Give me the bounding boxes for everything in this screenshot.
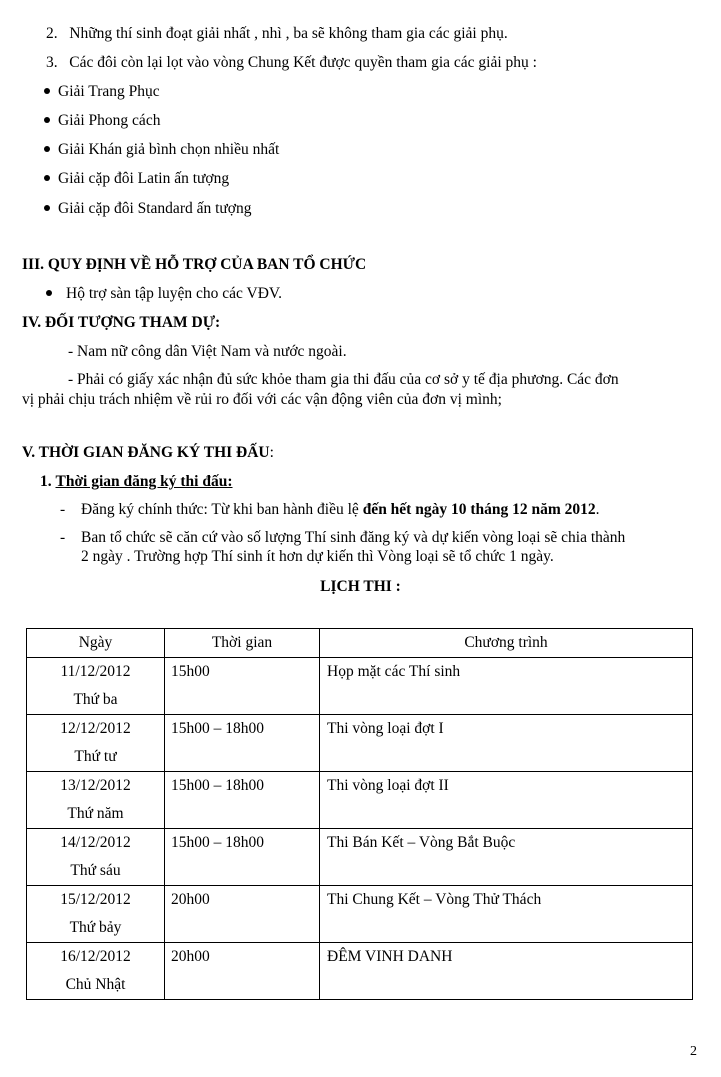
list-text: Những thí sinh đoạt giải nhất , nhì , ba sẽ không tham gia các giải phụ. — [69, 25, 508, 42]
time-cell: 15h00 – 18h00 — [165, 772, 320, 829]
program-cell: ĐÊM VINH DANH — [320, 943, 693, 1000]
time-cell: 20h00 — [165, 943, 320, 1000]
section-5-heading: V. THỜI GIAN ĐĂNG KÝ THI ĐẤU: — [22, 444, 274, 461]
registration-item: - Ban tổ chức sẽ căn cứ vào số lượng Thí sinh đăng ký và dự kiến vòng loại sẽ chia thành — [60, 529, 626, 546]
schedule-title: LỊCH THI : — [320, 578, 401, 595]
bullet-icon — [44, 117, 50, 123]
program-cell: Họp mặt các Thí sinh — [320, 658, 693, 715]
prize-item: Giải Khán giả bình chọn nhiều nhất — [44, 140, 279, 160]
program-cell: Thi Chung Kết – Vòng Thử Thách — [320, 886, 693, 943]
date-cell: 16/12/2012 Chủ Nhật — [27, 943, 165, 1000]
time-cell: 20h00 — [165, 886, 320, 943]
prize-item: Giải cặp đôi Latin ấn tượng — [44, 169, 229, 189]
registration-item-cont: 2 ngày . Trường hợp Thí sinh ít hơn dự kiến thì Vòng loại sẽ tổ chức 1 ngày. — [81, 548, 554, 565]
date-cell: 11/12/2012 Thứ ba — [27, 658, 165, 715]
prize-item: Giải Trang Phục — [44, 82, 160, 102]
date-cell: 13/12/2012 Thứ năm — [27, 772, 165, 829]
prize-item: Giải Phong cách — [44, 111, 160, 131]
list-number: 3. — [46, 54, 58, 71]
schedule-table — [26, 628, 693, 1000]
time-cell: 15h00 — [165, 658, 320, 715]
column-header-time: Thời gian — [165, 629, 320, 658]
bullet-icon — [44, 205, 50, 211]
table-row — [27, 829, 693, 886]
support-item: Hộ trợ sàn tập luyện cho các VĐV. — [46, 284, 282, 304]
column-header-program: Chương trình — [320, 629, 693, 658]
program-cell: Thi vòng loại đợt II — [320, 772, 693, 829]
section-4-heading: IV. ĐỐI TƯỢNG THAM DỰ: — [22, 314, 221, 331]
dash-marker: - — [60, 501, 66, 518]
table-row — [27, 772, 693, 829]
table-row — [27, 658, 693, 715]
program-cell: Thi Bán Kết – Vòng Bắt Buộc — [320, 829, 693, 886]
bullet-icon — [46, 290, 52, 296]
time-cell: 15h00 – 18h00 — [165, 829, 320, 886]
list-number: 2. — [46, 25, 58, 42]
program-cell: Thi vòng loại đợt I — [320, 715, 693, 772]
table-row — [27, 715, 693, 772]
subsection-1-heading: 1. Thời gian đăng ký thi đấu: — [40, 473, 233, 490]
column-header-date: Ngày — [27, 629, 165, 658]
table-row — [27, 943, 693, 1000]
participant-criterion: - Nam nữ công dân Việt Nam và nước ngoài. — [68, 343, 347, 360]
table-row — [27, 886, 693, 943]
participant-criterion: - Phải có giấy xác nhận đủ sức khỏe tham gia thi đấu của cơ sở y tế địa phương. Các đơn — [68, 371, 619, 388]
time-cell: 15h00 – 18h00 — [165, 715, 320, 772]
date-cell: 12/12/2012 Thứ tư — [27, 715, 165, 772]
date-cell: 14/12/2012 Thứ sáu — [27, 829, 165, 886]
participant-criterion-cont: vị phải chịu trách nhiệm về rủi ro đối với các vận động viên của đơn vị mình; — [22, 391, 502, 408]
dash-marker: - — [60, 529, 66, 546]
bullet-icon — [44, 88, 50, 94]
list-item-2 — [46, 24, 508, 44]
page-number: 2 — [690, 1044, 697, 1059]
bullet-icon — [44, 146, 50, 152]
list-text: Các đôi còn lại lọt vào vòng Chung Kết được quyền tham gia các giải phụ : — [69, 54, 537, 71]
prize-item: Giải cặp đôi Standard ấn tượng — [44, 199, 252, 219]
table-header-row — [27, 629, 693, 658]
date-cell: 15/12/2012 Thứ bảy — [27, 886, 165, 943]
registration-item: - Đăng ký chính thức: Từ khi ban hành điều lệ đến hết ngày 10 tháng 12 năm 2012. — [60, 501, 600, 518]
section-3-heading: III. QUY ĐỊNH VỀ HỖ TRỢ CỦA BAN TỔ CHỨC — [22, 256, 367, 273]
bullet-icon — [44, 175, 50, 181]
list-item-3 — [46, 53, 537, 73]
